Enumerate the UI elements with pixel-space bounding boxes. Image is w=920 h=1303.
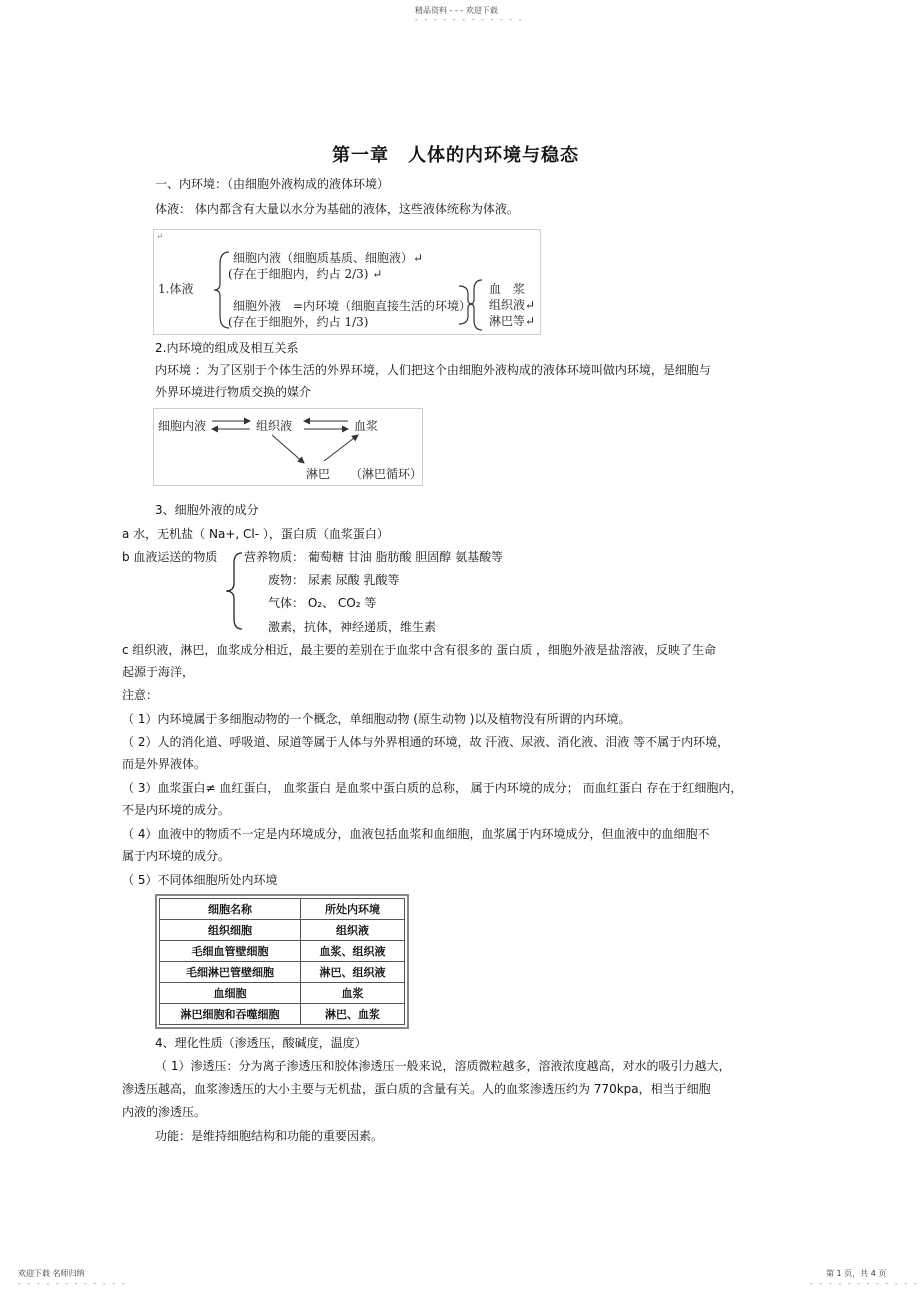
node-tissue-fluid: 组织液 [256,419,293,433]
footer-left-dashes: - - - - - - - - - - - - [18,1279,127,1288]
note-3: （ 3）血浆蛋白≠ 血红蛋白， 血浆蛋白 是血浆中蛋白质的总称， 属于内环境的成分； 而血红蛋白 存在于红细胞内， [122,781,743,795]
body-fluid-definition: 体液： 体内都含有大量以水分为基础的液体，这些液体统称为体液。 [155,202,519,216]
sec3-heading: 3、细胞外液的成分 [155,503,259,517]
fluid-relation-diagram [153,408,423,486]
figure1-label: 1.体液 [158,282,194,296]
internal-env-definition-1: 内环境 ：为了区别于个体生活的外界环境，人们把这个由细胞外液构成的液体环境叫做内环境，是细胞与 [155,363,711,377]
table-row [160,941,405,962]
note-4: （ 4）血液中的物质不一定是内环境成分，血液包括血浆和血细胞，血浆属于内环境成分，但血液中的血细胞不 [122,827,710,841]
table-cell: 淋巴细胞和吞噬细胞 [160,1004,301,1025]
table-cell: 淋巴、血浆 [301,1004,405,1025]
node-intracellular-fluid: 细胞内液 [158,419,207,433]
note-2-cont: 而是外界液体。 [122,757,207,771]
note-5: （ 5）不同体细胞所处内环境 [122,873,278,887]
page-number: 第 1 页，共 4 页 [826,1269,887,1278]
sec3-item-b-label: b 血液运送的物质 [122,550,218,564]
intracellular-fluid: 细胞内液（细胞质基质、细胞液）↵ [233,251,424,265]
table-cell: 血细胞 [160,983,301,1004]
lymph-circulation-note: （淋巴循环） [350,467,423,481]
osmotic-pressure-1: （ 1）渗透压：分为离子渗透压和胶体渗透压一般来说，溶质微粒越多，溶液浓度越高，对水的吸引力越大， [155,1059,731,1073]
figure2-arrows [154,409,422,485]
intracellular-note: (存在于细胞内，约占 2/3) ↵ [228,267,383,281]
item-lymph: 淋巴等↵ [489,314,536,328]
chapter-title: 第一章 人体的内环境与稳态 [332,145,579,166]
nutrients-line: 营养物质： 葡萄糖 甘油 脂肪酸 胆固醇 氨基酸等 [244,550,504,564]
table-cell: 毛细淋巴管壁细胞 [160,962,301,983]
table-row [160,983,405,1004]
table-row [160,920,405,941]
gases-line: 气体： O₂、 CO₂ 等 [268,596,377,610]
osmotic-pressure-3: 内液的渗透压。 [122,1105,207,1119]
node-plasma: 血浆 [354,419,379,433]
table-cell: 组织液 [301,920,405,941]
internal-env-definition-2: 外界环境进行物质交换的媒介 [155,385,312,399]
note-label: 注意： [122,688,159,702]
table-cell: 血浆、组织液 [301,941,405,962]
footer-right-dashes: - - - - - - - - - - - - [810,1279,919,1288]
extracellular-fluid: 细胞外液 =内环境（细胞直接生活的环境） [233,299,472,313]
table-header-row [160,899,405,920]
note-2: （ 2）人的消化道、呼吸道、尿道等属于人体与外界相通的环境，故 汗液、尿液、消化液、泪液 等不属于内环境， [122,735,730,749]
sec3-brace [220,549,244,633]
hormones-line: 激素，抗体，神经递质，维生素 [268,620,437,634]
page-header-text: 精品资料 - - - 欢迎下载 [415,6,498,15]
figure1-mark: ↵ [156,232,164,242]
sec3-item-a: a 水，无机盐（ Na+, Cl- ），蛋白质（血浆蛋白） [122,527,389,541]
table-cell: 组织细胞 [160,920,301,941]
cell-environment-table [159,898,405,1025]
extracellular-note: (存在于细胞外，约占 1/3) [228,315,369,329]
item-tissue-fluid: 组织液↵ [489,298,536,312]
table-header-cell: 所处内环境 [301,899,405,920]
node-lymph: 淋巴 [306,467,331,481]
wastes-line: 废物： 尿素 尿酸 乳酸等 [268,573,400,587]
note-3-cont: 不是内环境的成分。 [122,803,231,817]
sec3-item-c-1: c 组织液，淋巴，血浆成分相近，最主要的差别在于血浆中含有很多的 蛋白质 ，细胞外液是盐溶液，反映了生命 [122,643,717,657]
sec3-item-c-2: 起源于海洋， [122,665,195,679]
sec4-heading: 4、理化性质（渗透压，酸碱度，温度） [155,1036,367,1050]
table-cell: 淋巴、组织液 [301,962,405,983]
table-row [160,962,405,983]
table-header-cell: 细胞名称 [160,899,301,920]
note-1: （ 1）内环境属于多细胞动物的一个概念，单细胞动物 (原生动物 )以及植物没有所谓的内环境。 [122,712,631,726]
body-fluid-diagram [153,229,541,335]
table-cell: 血浆 [301,983,405,1004]
osmotic-pressure-2: 渗透压越高，血浆渗透压的大小主要与无机盐，蛋白质的含量有关。人的血浆渗透压约为 770kpa，相当于细胞 [122,1082,711,1096]
footer-left-text: 欢迎下载 名师归纳 [18,1269,85,1278]
note-4-cont: 属于内环境的成分。 [122,849,231,863]
function-line: 功能：是维持细胞结构和功能的重要因素。 [155,1129,384,1143]
table-cell: 毛细血管壁细胞 [160,941,301,962]
page-header-dashes: - - - - - - - - - - - - [415,15,524,24]
item-plasma: 血 浆 [489,282,526,296]
sec1-heading: 一、内环境：（由细胞外液构成的液体环境） [155,177,390,191]
table-row [160,1004,405,1025]
sec2-heading: 2.内环境的组成及相互关系 [155,341,299,355]
